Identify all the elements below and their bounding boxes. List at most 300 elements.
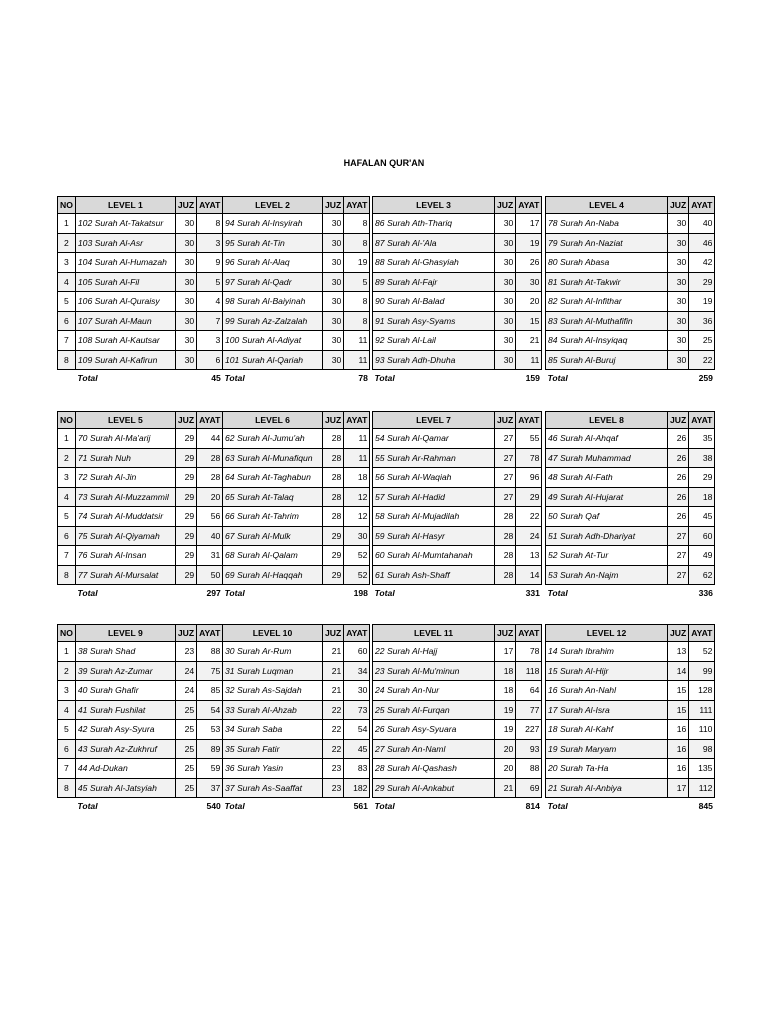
ayat-value: 62	[689, 565, 715, 585]
surah-name: 74 Surah Al-Muddatsir	[75, 507, 175, 527]
level-block	[57, 411, 223, 601]
table-row	[373, 272, 542, 292]
total-row	[373, 585, 542, 602]
table-row	[58, 292, 223, 312]
total-label: Total	[223, 370, 323, 387]
level-header: LEVEL 8	[546, 412, 668, 429]
juz-value: 29	[323, 565, 344, 585]
table-row	[546, 272, 715, 292]
juz-value: 30	[668, 331, 689, 351]
juz-value: 30	[323, 350, 344, 370]
table-row	[58, 253, 223, 273]
table-row	[546, 778, 715, 798]
juz-value: 30	[175, 272, 196, 292]
ayat-value: 8	[197, 214, 223, 234]
ayat-header: AYAT	[689, 412, 715, 429]
table-row	[58, 507, 223, 527]
surah-name: 29 Surah Al-Ankabut	[373, 778, 495, 798]
ayat-value: 118	[516, 661, 542, 681]
ayat-value: 182	[344, 778, 370, 798]
juz-value: 30	[495, 350, 516, 370]
ayat-value: 59	[197, 759, 223, 779]
juz-value: 28	[323, 468, 344, 488]
table-row	[546, 700, 715, 720]
table-row	[373, 720, 542, 740]
level-table	[372, 196, 542, 386]
ayat-value: 77	[516, 700, 542, 720]
surah-name: 51 Surah Adh-Dhariyat	[546, 526, 668, 546]
juz-value: 28	[323, 448, 344, 468]
ayat-value: 28	[197, 468, 223, 488]
surah-name: 32 Surah As-Sajdah	[223, 681, 323, 701]
level-table	[545, 196, 715, 386]
level-table	[57, 411, 223, 601]
ayat-value: 83	[344, 759, 370, 779]
table-row	[58, 739, 223, 759]
surah-name: 39 Surah Az-Zumar	[75, 661, 175, 681]
surah-name: 69 Surah Al-Haqqah	[223, 565, 323, 585]
surah-name: 22 Surah Al-Hajj	[373, 642, 495, 662]
surah-name: 88 Surah Al-Ghasyiah	[373, 253, 495, 273]
surah-name: 84 Surah Al-Insyiqaq	[546, 331, 668, 351]
surah-name: 107 Surah Al-Maun	[75, 311, 175, 331]
surah-name: 75 Surah Al-Qiyamah	[75, 526, 175, 546]
level-header: LEVEL 1	[75, 197, 175, 214]
surah-name: 36 Surah Yasin	[223, 759, 323, 779]
juz-value: 30	[495, 214, 516, 234]
total-blank	[58, 798, 76, 815]
total-blank	[58, 585, 76, 602]
surah-name: 47 Surah Muhammad	[546, 448, 668, 468]
juz-header: JUZ	[323, 197, 344, 214]
juz-value: 27	[495, 448, 516, 468]
ayat-value: 9	[197, 253, 223, 273]
ayat-value: 44	[197, 429, 223, 449]
table-row	[223, 350, 370, 370]
ayat-value: 78	[516, 642, 542, 662]
surah-name: 43 Surah Az-Zukhruf	[75, 739, 175, 759]
level-header: LEVEL 9	[75, 625, 175, 642]
table-row	[58, 526, 223, 546]
juz-value: 26	[668, 429, 689, 449]
row-number: 3	[58, 468, 76, 488]
level-table	[545, 624, 715, 814]
juz-value: 17	[668, 778, 689, 798]
juz-value: 25	[175, 720, 196, 740]
juz-value: 30	[323, 331, 344, 351]
juz-value: 26	[668, 448, 689, 468]
table-row	[373, 311, 542, 331]
table-row	[546, 448, 715, 468]
table-row	[546, 214, 715, 234]
total-row	[373, 370, 542, 387]
juz-value: 30	[495, 253, 516, 273]
ayat-value: 13	[516, 546, 542, 566]
table-row	[373, 546, 542, 566]
ayat-value: 18	[689, 487, 715, 507]
juz-value: 29	[175, 468, 196, 488]
surah-name: 34 Surah Saba	[223, 720, 323, 740]
total-row	[223, 370, 370, 387]
juz-value: 30	[175, 350, 196, 370]
total-label: Total	[75, 798, 175, 815]
juz-value: 29	[175, 448, 196, 468]
total-value: 159	[516, 370, 542, 387]
header-row	[58, 197, 223, 214]
table-row	[223, 292, 370, 312]
surah-name: 86 Surah Ath-Thariq	[373, 214, 495, 234]
table-row	[546, 681, 715, 701]
table-row	[546, 253, 715, 273]
level-block	[222, 196, 370, 386]
total-value: 540	[197, 798, 223, 815]
table-row	[373, 700, 542, 720]
surah-name: 67 Surah Al-Mulk	[223, 526, 323, 546]
total-spacer	[323, 370, 344, 387]
level-table	[57, 196, 223, 386]
juz-value: 15	[668, 700, 689, 720]
surah-name: 53 Surah An-Najm	[546, 565, 668, 585]
ayat-value: 73	[344, 700, 370, 720]
surah-name: 52 Surah At-Tur	[546, 546, 668, 566]
surah-name: 38 Surah Shad	[75, 642, 175, 662]
ayat-header: AYAT	[197, 197, 223, 214]
table-row	[223, 272, 370, 292]
juz-value: 30	[668, 272, 689, 292]
surah-name: 19 Surah Maryam	[546, 739, 668, 759]
header-row	[223, 412, 370, 429]
total-row	[546, 798, 715, 815]
juz-value: 30	[495, 331, 516, 351]
row-number: 7	[58, 546, 76, 566]
juz-value: 28	[323, 487, 344, 507]
surah-name: 49 Surah Al-Hujarat	[546, 487, 668, 507]
juz-value: 27	[668, 526, 689, 546]
surah-name: 103 Surah Al-Asr	[75, 233, 175, 253]
juz-value: 28	[495, 507, 516, 527]
table-row	[58, 778, 223, 798]
surah-name: 92 Surah Al-Lail	[373, 331, 495, 351]
surah-name: 98 Surah Al-Baiyinah	[223, 292, 323, 312]
juz-value: 26	[668, 468, 689, 488]
total-spacer	[175, 585, 196, 602]
juz-header: JUZ	[175, 625, 196, 642]
surah-name: 100 Surah Al-Adiyat	[223, 331, 323, 351]
table-row	[373, 350, 542, 370]
ayat-value: 45	[344, 739, 370, 759]
juz-value: 27	[495, 487, 516, 507]
juz-value: 30	[668, 311, 689, 331]
juz-value: 13	[668, 642, 689, 662]
juz-value: 23	[323, 759, 344, 779]
surah-name: 41 Surah Fushilat	[75, 700, 175, 720]
row-number: 4	[58, 487, 76, 507]
total-value: 561	[344, 798, 370, 815]
ayat-value: 30	[344, 681, 370, 701]
ayat-value: 34	[344, 661, 370, 681]
level-block	[372, 196, 542, 386]
juz-header: JUZ	[668, 197, 689, 214]
ayat-value: 75	[197, 661, 223, 681]
row-number: 1	[58, 214, 76, 234]
surah-name: 28 Surah Al-Qashash	[373, 759, 495, 779]
ayat-value: 36	[689, 311, 715, 331]
surah-name: 78 Surah An-Naba	[546, 214, 668, 234]
total-spacer	[668, 585, 689, 602]
level-header: LEVEL 11	[373, 625, 495, 642]
total-spacer	[668, 798, 689, 815]
total-spacer	[495, 585, 516, 602]
table-row	[58, 331, 223, 351]
juz-value: 20	[495, 739, 516, 759]
total-blank	[58, 370, 76, 387]
surah-name: 18 Surah Al-Kahf	[546, 720, 668, 740]
surah-name: 25 Surah Al-Furqan	[373, 700, 495, 720]
header-row	[58, 412, 223, 429]
level-block	[57, 196, 223, 386]
header-row	[373, 412, 542, 429]
surah-name: 58 Surah Al-Mujadilah	[373, 507, 495, 527]
ayat-value: 3	[197, 331, 223, 351]
ayat-value: 53	[197, 720, 223, 740]
level-block	[57, 624, 223, 814]
ayat-header: AYAT	[516, 412, 542, 429]
table-row	[223, 331, 370, 351]
ayat-value: 8	[344, 233, 370, 253]
row-number: 4	[58, 272, 76, 292]
table-row	[373, 759, 542, 779]
juz-value: 30	[323, 311, 344, 331]
ayat-value: 128	[689, 681, 715, 701]
surah-name: 26 Surah Asy-Syuara	[373, 720, 495, 740]
row-number: 8	[58, 350, 76, 370]
header-row	[223, 625, 370, 642]
table-row	[223, 681, 370, 701]
juz-value: 19	[495, 720, 516, 740]
ayat-value: 4	[197, 292, 223, 312]
row-number: 2	[58, 661, 76, 681]
table-row	[58, 681, 223, 701]
table-row	[58, 487, 223, 507]
ayat-value: 37	[197, 778, 223, 798]
ayat-value: 35	[689, 429, 715, 449]
juz-value: 30	[323, 233, 344, 253]
ayat-value: 28	[197, 448, 223, 468]
row-number: 1	[58, 429, 76, 449]
level-table	[222, 624, 370, 814]
juz-value: 28	[495, 546, 516, 566]
ayat-value: 69	[516, 778, 542, 798]
level-block	[545, 411, 715, 601]
surah-name: 87 Surah Al-'Ala	[373, 233, 495, 253]
total-value: 45	[197, 370, 223, 387]
table-row	[223, 526, 370, 546]
table-row	[58, 700, 223, 720]
ayat-value: 22	[689, 350, 715, 370]
total-spacer	[175, 798, 196, 815]
level-header: LEVEL 6	[223, 412, 323, 429]
surah-name: 91 Surah Asy-Syams	[373, 311, 495, 331]
ayat-value: 60	[689, 526, 715, 546]
total-label: Total	[223, 585, 323, 602]
juz-value: 19	[495, 700, 516, 720]
ayat-value: 3	[197, 233, 223, 253]
row-number: 5	[58, 720, 76, 740]
ayat-value: 93	[516, 739, 542, 759]
ayat-value: 64	[516, 681, 542, 701]
table-row	[58, 661, 223, 681]
surah-name: 106 Surah Al-Quraisy	[75, 292, 175, 312]
surah-name: 64 Surah At-Taghabun	[223, 468, 323, 488]
juz-value: 30	[323, 292, 344, 312]
no-header: NO	[58, 412, 76, 429]
total-spacer	[495, 370, 516, 387]
juz-value: 16	[668, 739, 689, 759]
juz-value: 26	[668, 487, 689, 507]
juz-value: 25	[175, 700, 196, 720]
ayat-value: 18	[344, 468, 370, 488]
table-row	[373, 526, 542, 546]
table-row	[546, 331, 715, 351]
total-row	[223, 798, 370, 815]
ayat-value: 22	[516, 507, 542, 527]
surah-name: 99 Surah Az-Zalzalah	[223, 311, 323, 331]
total-label: Total	[223, 798, 323, 815]
ayat-value: 110	[689, 720, 715, 740]
juz-value: 26	[668, 507, 689, 527]
table-row	[546, 350, 715, 370]
juz-value: 29	[323, 526, 344, 546]
ayat-value: 60	[344, 642, 370, 662]
surah-name: 63 Surah Al-Munafiqun	[223, 448, 323, 468]
surah-name: 105 Surah Al-Fil	[75, 272, 175, 292]
total-label: Total	[373, 370, 495, 387]
ayat-header: AYAT	[344, 197, 370, 214]
juz-value: 21	[323, 661, 344, 681]
juz-value: 15	[668, 681, 689, 701]
surah-name: 15 Surah Al-Hijr	[546, 661, 668, 681]
juz-value: 30	[175, 331, 196, 351]
juz-value: 22	[323, 739, 344, 759]
surah-name: 82 Surah Al-Infithar	[546, 292, 668, 312]
table-row	[58, 448, 223, 468]
ayat-value: 29	[689, 468, 715, 488]
surah-name: 59 Surah Al-Hasyr	[373, 526, 495, 546]
juz-value: 30	[175, 292, 196, 312]
ayat-value: 20	[197, 487, 223, 507]
juz-value: 30	[323, 214, 344, 234]
surah-name: 73 Surah Al-Muzzammil	[75, 487, 175, 507]
juz-header: JUZ	[175, 197, 196, 214]
table-row	[58, 546, 223, 566]
table-row	[223, 507, 370, 527]
surah-name: 79 Surah An-Naziat	[546, 233, 668, 253]
juz-value: 29	[323, 546, 344, 566]
table-row	[546, 720, 715, 740]
ayat-value: 14	[516, 565, 542, 585]
surah-name: 24 Surah An-Nur	[373, 681, 495, 701]
table-row	[373, 661, 542, 681]
juz-value: 21	[495, 778, 516, 798]
page-title: HAFALAN QUR'AN	[343, 158, 425, 168]
ayat-value: 111	[689, 700, 715, 720]
row-number: 6	[58, 526, 76, 546]
ayat-value: 52	[344, 565, 370, 585]
juz-value: 22	[323, 700, 344, 720]
table-row	[223, 448, 370, 468]
ayat-value: 98	[689, 739, 715, 759]
row-number: 2	[58, 448, 76, 468]
juz-value: 28	[323, 507, 344, 527]
surah-name: 55 Surah Ar-Rahman	[373, 448, 495, 468]
level-table	[372, 411, 542, 601]
surah-name: 42 Surah Asy-Syura	[75, 720, 175, 740]
table-row	[223, 642, 370, 662]
juz-value: 25	[175, 778, 196, 798]
juz-value: 30	[668, 350, 689, 370]
table-row	[58, 720, 223, 740]
surah-name: 17 Surah Al-Isra	[546, 700, 668, 720]
juz-value: 30	[323, 253, 344, 273]
juz-value: 27	[668, 565, 689, 585]
surah-name: 46 Surah Al-Ahqaf	[546, 429, 668, 449]
table-row	[373, 468, 542, 488]
table-row	[373, 429, 542, 449]
ayat-value: 29	[689, 272, 715, 292]
ayat-value: 30	[344, 526, 370, 546]
ayat-value: 21	[516, 331, 542, 351]
header-row	[546, 197, 715, 214]
ayat-value: 99	[689, 661, 715, 681]
juz-value: 30	[175, 253, 196, 273]
header-row	[373, 625, 542, 642]
juz-value: 29	[175, 546, 196, 566]
total-spacer	[495, 798, 516, 815]
ayat-value: 12	[344, 507, 370, 527]
row-number: 5	[58, 507, 76, 527]
surah-name: 60 Surah Al-Mumtahanah	[373, 546, 495, 566]
surah-name: 54 Surah Al-Qamar	[373, 429, 495, 449]
surah-name: 16 Surah An-Nahl	[546, 681, 668, 701]
ayat-value: 54	[197, 700, 223, 720]
juz-value: 24	[175, 661, 196, 681]
header-row	[58, 625, 223, 642]
juz-header: JUZ	[668, 625, 689, 642]
surah-name: 90 Surah Al-Balad	[373, 292, 495, 312]
ayat-value: 112	[689, 778, 715, 798]
table-row	[546, 292, 715, 312]
juz-value: 22	[323, 720, 344, 740]
ayat-value: 15	[516, 311, 542, 331]
ayat-value: 6	[197, 350, 223, 370]
table-row	[546, 759, 715, 779]
table-row	[58, 468, 223, 488]
table-row	[58, 759, 223, 779]
table-row	[546, 642, 715, 662]
juz-value: 20	[495, 759, 516, 779]
table-row	[373, 448, 542, 468]
ayat-header: AYAT	[689, 197, 715, 214]
table-row	[223, 565, 370, 585]
ayat-header: AYAT	[197, 625, 223, 642]
no-header: NO	[58, 625, 76, 642]
level-block	[545, 196, 715, 386]
ayat-value: 40	[689, 214, 715, 234]
ayat-value: 78	[516, 448, 542, 468]
ayat-value: 11	[344, 331, 370, 351]
table-row	[546, 311, 715, 331]
ayat-header: AYAT	[689, 625, 715, 642]
